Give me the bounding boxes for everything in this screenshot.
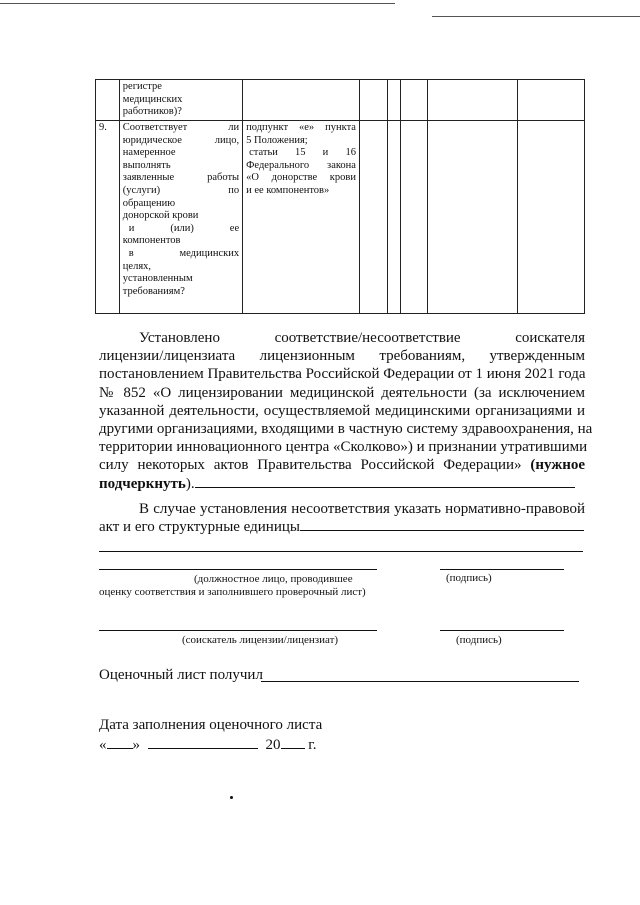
official-name-line[interactable] bbox=[99, 569, 377, 570]
extra-cell[interactable] bbox=[517, 121, 584, 314]
reference-cell bbox=[243, 80, 360, 121]
conclusion-line-final: подчеркнуть). bbox=[99, 475, 585, 493]
question-line: выполнять bbox=[122, 159, 171, 171]
answer-no-cell[interactable] bbox=[388, 80, 401, 121]
conclusion-line: указанной деятельности, осуществляемой медицинскими организациями и bbox=[99, 402, 585, 419]
conclusion-line bbox=[99, 456, 585, 474]
conclusion-line: Установлено соответствие/несоответствие соискателя bbox=[139, 330, 585, 346]
day-field[interactable] bbox=[107, 748, 133, 749]
question-line: регистре bbox=[122, 81, 162, 92]
answer-yes-cell[interactable] bbox=[359, 121, 387, 314]
month-field[interactable] bbox=[148, 748, 258, 749]
conclusion-line: лицензии/лицензиата лицензионным требованиям, утвержденным bbox=[99, 348, 585, 365]
question-line: намеренное bbox=[122, 147, 176, 159]
question-line: работников)? bbox=[122, 106, 182, 118]
row-number-cell bbox=[96, 80, 120, 121]
question-line: заявленные работы bbox=[122, 172, 240, 184]
signature-caption-2: (подпись) bbox=[456, 634, 502, 646]
conclusion-fill-line[interactable] bbox=[195, 487, 575, 488]
answer-na-cell[interactable] bbox=[401, 80, 428, 121]
question-line: обращению bbox=[122, 197, 176, 209]
question-line: компонентов bbox=[122, 235, 181, 247]
conclusion-line: № 852 «О лицензировании медицинской деятельности (за исключением bbox=[99, 384, 585, 401]
underline-instruction-open: (нужное bbox=[530, 457, 585, 474]
scan-line-top-left bbox=[0, 3, 395, 4]
answer-na-cell[interactable] bbox=[401, 121, 428, 314]
violation-fill-line-2[interactable] bbox=[99, 551, 583, 552]
reference-line: подпункт «е» пункта bbox=[246, 122, 356, 133]
received-label: Оценочный лист получил bbox=[99, 667, 263, 683]
official-caption: (должностное лицо, проводившее bbox=[194, 573, 353, 585]
violation-fill-line[interactable] bbox=[300, 530, 584, 531]
question-line: Соответствует ли bbox=[122, 122, 240, 133]
violation-line: В случае установления несоответствия указать нормативно-правовой bbox=[139, 501, 585, 517]
notes-cell[interactable] bbox=[428, 80, 518, 121]
answer-no-cell[interactable] bbox=[388, 121, 401, 314]
received-fill-line[interactable] bbox=[261, 681, 579, 682]
date-fields: « » 20 г. bbox=[99, 737, 317, 753]
reference-line: статьи 15 и 16 bbox=[249, 147, 356, 159]
question-cell bbox=[119, 121, 242, 314]
official-caption-cont: оценку соответствия и заполнившего проверочный лист) bbox=[99, 586, 366, 598]
scan-dot bbox=[230, 796, 233, 799]
applicant-signature-line[interactable] bbox=[440, 630, 564, 631]
conclusion-line: другими организациями, входящими в частную систему здравоохранения, на bbox=[99, 421, 593, 438]
date-label: Дата заполнения оценочного листа bbox=[99, 717, 323, 733]
answer-yes-cell[interactable] bbox=[359, 80, 387, 121]
conclusion-paragraph bbox=[99, 329, 593, 493]
reference-cell bbox=[243, 121, 360, 314]
official-signature-line[interactable] bbox=[440, 569, 564, 570]
question-line: установленным bbox=[122, 273, 193, 285]
conclusion-text: силу некоторых актов Правительства Российской Федерации» bbox=[99, 457, 531, 474]
applicant-name-line[interactable] bbox=[99, 630, 377, 631]
scan-line-top-right bbox=[432, 16, 640, 17]
reference-line: «О донорстве крови bbox=[246, 172, 356, 184]
underline-instruction: подчеркнуть bbox=[99, 475, 186, 492]
extra-cell[interactable] bbox=[517, 80, 584, 121]
table-row bbox=[96, 121, 585, 314]
violation-line: акт и его структурные единицы bbox=[99, 518, 585, 536]
question-line: юридическое лицо, bbox=[122, 134, 240, 146]
applicant-caption: (соискатель лицензии/лицензиат) bbox=[182, 634, 339, 646]
question-line: и (или) ее bbox=[128, 222, 240, 234]
reference-line: 5 Положения; bbox=[246, 134, 308, 146]
requirements-table bbox=[95, 79, 585, 314]
question-line: целях, bbox=[122, 260, 152, 272]
question-cell bbox=[119, 80, 242, 121]
conclusion-line: территории инновационного центра «Сколково») и признании утратившими bbox=[99, 439, 588, 456]
table-row bbox=[96, 80, 585, 121]
question-line: донорской крови bbox=[122, 210, 199, 222]
reference-line: и ее компонентов» bbox=[246, 184, 330, 196]
question-line: требованиям? bbox=[122, 285, 185, 297]
question-line: медицинских bbox=[122, 93, 183, 105]
reference-line: Федерального закона bbox=[246, 159, 356, 171]
row-number-cell: 9. bbox=[96, 121, 120, 314]
notes-cell[interactable] bbox=[428, 121, 518, 314]
violation-paragraph bbox=[99, 500, 585, 536]
signature-caption: (подпись) bbox=[446, 572, 492, 584]
conclusion-line: постановлением Правительства Российской Федерации от 1 июня 2021 года bbox=[99, 366, 586, 383]
question-line: в медицинских bbox=[128, 247, 240, 259]
year-field[interactable] bbox=[281, 748, 305, 749]
question-line: (услуги) по bbox=[122, 184, 240, 196]
